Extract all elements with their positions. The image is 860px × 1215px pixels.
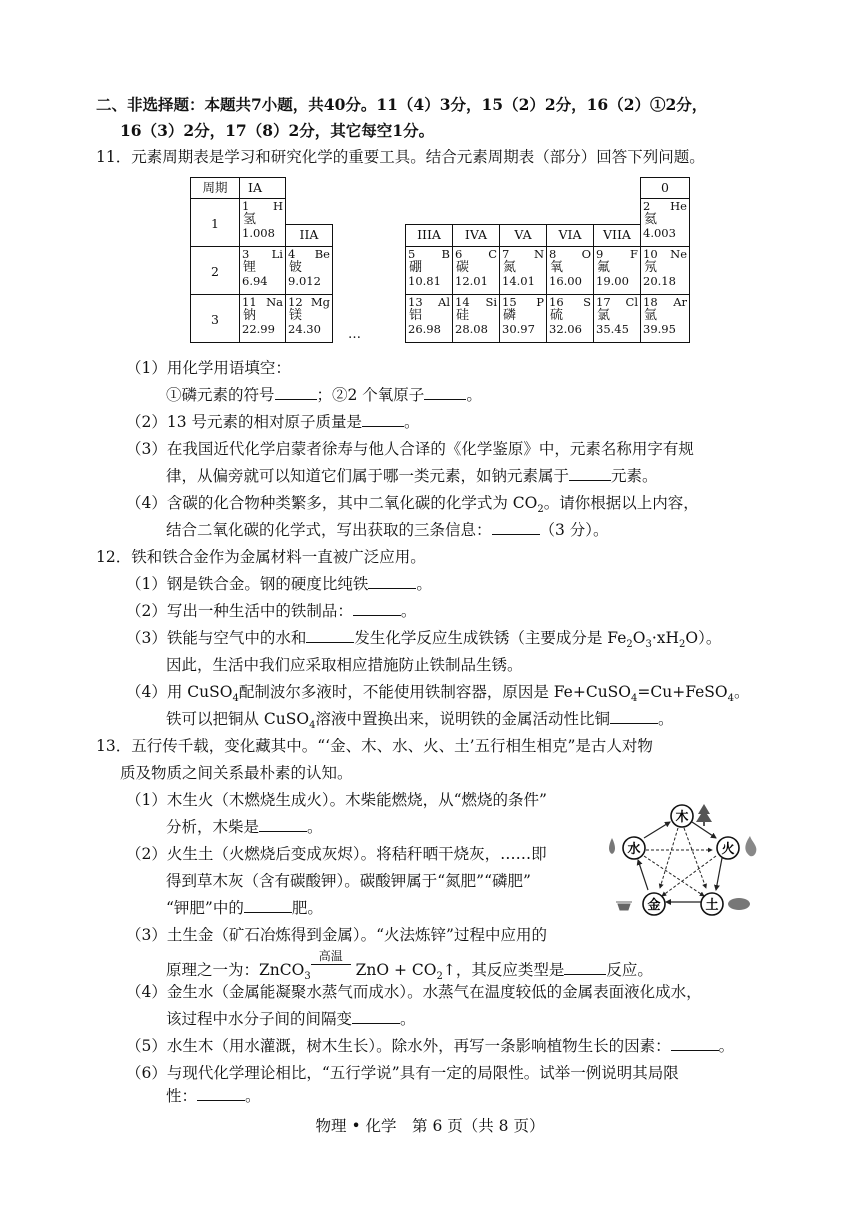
element-cell: 16 S 硫 32.06	[546, 294, 594, 343]
q11-p3-line1: （3）在我国近代化学启蒙者徐寿与他人合译的《化学鉴原》中，元素名称用字有规	[126, 440, 694, 458]
q13-p4-line1: （4）金生水（金属能凝聚水蒸气而成水）。水蒸气在温度较低的金属表面液化成水，	[126, 983, 702, 1001]
answer-blank[interactable]	[244, 898, 292, 913]
svg-text:土: 土	[705, 898, 719, 913]
node-fire	[717, 837, 739, 859]
element-cell: 7 N 氮 14.01	[499, 246, 547, 295]
q12-p4-line1: （4）用 CuSO$_4$配制波尔多液时，不能使用铁制容器，原因是 Fe+CuSO$_4$=Cu+FeSO$_4$。	[126, 683, 750, 705]
q11-p2: （2）13 号元素的相对原子质量是 。	[126, 413, 420, 431]
element-cell: 3 Li 锂 6.94	[239, 246, 286, 295]
group-iva-header: IVA	[452, 224, 500, 247]
reaction-condition: 高温	[311, 955, 351, 975]
element-cell: 12 Mg 镁 24.30	[285, 294, 333, 343]
q11-p1a: ①磷元素的符号 ；②2 个氧原子 。	[166, 386, 482, 404]
five-elements-diagram	[604, 800, 766, 925]
q11-p4-line2: 结合二氧化碳的化学式，写出获取的三条信息： （3 分）。	[166, 521, 609, 539]
period-label: 3	[190, 294, 240, 343]
q13-p6-line1: （6）与现代化学理论相比，“五行学说”具有一定的局限性。试举一例说明其局限	[126, 1064, 679, 1082]
q13-p1-line2: 分析，木柴是 。	[166, 818, 323, 836]
element-cell: 11 Na 钠 22.99	[239, 294, 286, 343]
element-cell: 1 H 氢 1.008	[239, 198, 286, 247]
element-cell: 8 O 氧 16.00	[546, 246, 594, 295]
answer-blank[interactable]	[569, 466, 611, 481]
answer-blank[interactable]	[671, 1036, 719, 1051]
q11-stem: 11．元素周期表是学习和研究化学的重要工具。结合元素周期表（部分）回答下列问题。	[96, 148, 705, 166]
element-cell: 10 Ne 氖 20.18	[640, 246, 690, 295]
element-cell: 17 Cl 氯 35.45	[593, 294, 641, 343]
q12-stem: 12．铁和铁合金作为金属材料一直被广泛应用。	[96, 548, 426, 566]
answer-blank[interactable]	[610, 709, 658, 724]
q12-p2: （2）写出一种生活中的铁制品： 。	[126, 602, 417, 620]
node-earth	[701, 893, 723, 915]
water-drop-icon	[609, 838, 615, 854]
group-via-header: VIA	[546, 224, 594, 247]
ingot-icon	[616, 902, 632, 910]
answer-blank[interactable]	[197, 1086, 245, 1101]
svg-text:火: 火	[721, 842, 735, 857]
answer-blank[interactable]	[492, 520, 540, 535]
page-footer: 物理 • 化学 第 6 页（共 8 页）	[315, 1117, 545, 1135]
q12-p1: （1）钢是铁合金。钢的硬度比纯铁 。	[126, 575, 432, 593]
section-title: 二、非选择题：本题共7小题，共40分。11（4）3分，15（2）2分，16（2）①2分，	[96, 95, 708, 114]
period-label: 1	[190, 198, 240, 247]
group-viia-header: VIIA	[593, 224, 641, 247]
q11-p4-line1: （4）含碳的化合物种类繁多，其中二氧化碳的化学式为 $CO_2$。请你根据以上内容，	[126, 494, 699, 516]
q13-p5: （5）水生木（用水灌溉，树木生长）。除水外，再写一条影响植物生长的因素： 。	[126, 1037, 735, 1055]
q12-p3-line2: 因此，生活中我们应采取相应措施防止铁制品生锈。	[166, 656, 523, 674]
answer-blank[interactable]	[424, 385, 466, 400]
answer-blank[interactable]	[564, 960, 606, 975]
answer-blank[interactable]	[259, 817, 307, 832]
element-cell: 2 He 氦 4.003	[640, 198, 690, 247]
q13-p2-line2: 得到草木灰（含有碳酸钾）。碳酸钾属于“氮肥”“磷肥”	[166, 872, 531, 890]
answer-blank[interactable]	[362, 412, 404, 427]
node-metal	[643, 893, 665, 915]
q13-stem-line2: 质及物质之间关系最朴素的认知。	[120, 764, 353, 782]
group-0-header: 0	[640, 177, 690, 199]
table-gap-ellipsis: …	[348, 327, 361, 342]
group-va-header: VA	[499, 224, 547, 247]
q13-p2-line3: “钾肥”中的 肥。	[166, 899, 323, 917]
element-cell: 13 Al 铝 26.98	[405, 294, 453, 343]
q13-stem-line1: 13．五行传千载，变化藏其中。“‘金、木、水、火、土’五行相生相克”是古人对物	[96, 737, 653, 755]
answer-blank[interactable]	[306, 628, 354, 643]
svg-text:水: 水	[627, 842, 641, 857]
element-cell: 6 C 碳 12.01	[452, 246, 500, 295]
answer-blank[interactable]	[368, 574, 416, 589]
tree-icon	[696, 804, 712, 826]
q12-p4-line2: 铁可以把铜从 CuSO$_4$溶液中置换出来，说明铁的金属活动性比铜 。	[166, 710, 674, 732]
element-cell: 4 Be 铍 9.012	[285, 246, 333, 295]
q13-p4-line2: 该过程中水分子间的间隔变 。	[166, 1010, 416, 1028]
period-label: 2	[190, 246, 240, 295]
q13-p2-line1: （2）火生土（火燃烧后变成灰烬）。将秸秆晒干烧灰，……即	[126, 845, 547, 863]
q13-p6-line2: 性： 。	[166, 1087, 261, 1105]
q11-p1: （1）用化学用语填空：	[126, 359, 291, 377]
rock-icon	[728, 898, 750, 910]
group-iiia-header: IIIA	[405, 224, 453, 247]
answer-blank[interactable]	[353, 601, 401, 616]
answer-blank[interactable]	[352, 1009, 400, 1024]
group-ia-header: IA	[239, 177, 286, 199]
q13-p3-line2: 原理之一为：ZnCO$_3$ 高温 ZnO + $CO_2↑$，其反应类型是 反应。	[166, 949, 653, 983]
q11-p3-line2: 律，从偏旁就可以知道它们属于哪一类元素，如钠元素属于 元素。	[166, 467, 658, 485]
flame-icon	[745, 836, 756, 856]
q13-p3-line1: （3）土生金（矿石冶炼得到金属）。“火法炼锌”过程中应用的	[126, 926, 547, 944]
q13-p1-line1: （1）木生火（木燃烧生成火）。木柴能燃烧，从“燃烧的条件”	[126, 791, 547, 809]
answer-blank[interactable]	[275, 385, 317, 400]
svg-text:金: 金	[647, 898, 661, 913]
element-cell: 15 P 磷 30.97	[499, 294, 547, 343]
periodic-table	[190, 177, 687, 345]
node-wood	[671, 805, 693, 827]
node-water	[623, 837, 645, 859]
svg-text:木: 木	[675, 810, 689, 825]
q12-p3-line1: （3）铁能与空气中的水和 发生化学反应生成铁锈（主要成分是 $Fe_2O_3\cdot xH_2O$）。	[126, 629, 722, 651]
group-iia-header: IIA	[285, 224, 333, 247]
period-header: 周期	[190, 177, 240, 199]
element-cell: 9 F 氟 19.00	[593, 246, 641, 295]
section-title-cont: 16（3）2分，17（8）2分，其它每空1分。	[120, 121, 435, 140]
element-cell: 14 Si 硅 28.08	[452, 294, 500, 343]
element-cell: 5 B 硼 10.81	[405, 246, 453, 295]
element-cell: 18 Ar 氩 39.95	[640, 294, 690, 343]
